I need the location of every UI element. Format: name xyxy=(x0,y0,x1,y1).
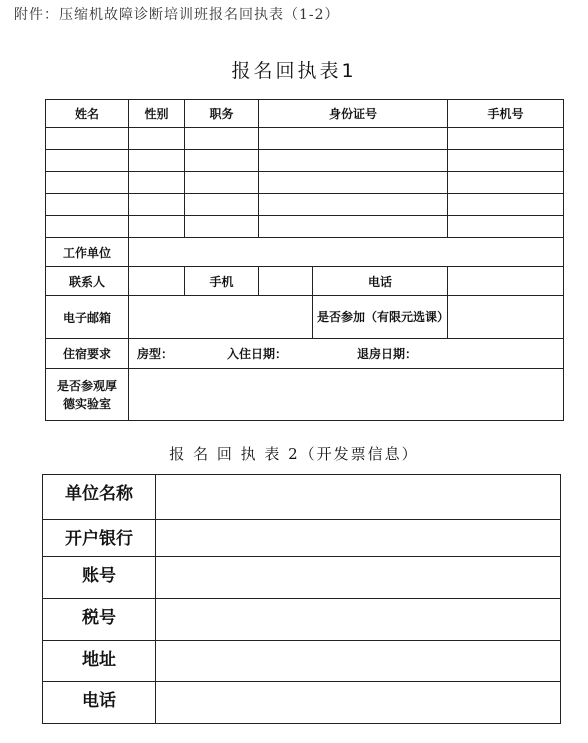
email-label: 电子邮箱 xyxy=(46,296,129,339)
header-gender: 性别 xyxy=(129,100,185,128)
phone-label: 电话 xyxy=(43,682,156,724)
table-row xyxy=(46,216,564,238)
attend-field[interactable] xyxy=(448,296,564,339)
table-row xyxy=(46,194,564,216)
lab-visit-row xyxy=(46,369,564,421)
lab-visit-label: 是否参观厚德实验室 xyxy=(46,369,129,421)
contact-phone-field[interactable] xyxy=(448,267,564,296)
email-field[interactable] xyxy=(129,296,313,339)
mobile-cell[interactable] xyxy=(448,194,564,216)
form1-title: 报名回执表1 xyxy=(231,60,357,82)
mobile-cell[interactable] xyxy=(448,128,564,150)
account-field[interactable] xyxy=(156,557,561,599)
form2-title: 报 名 回 执 表 2（开发票信息） xyxy=(169,445,419,463)
id-number-cell[interactable] xyxy=(259,150,448,172)
id-number-cell[interactable] xyxy=(259,172,448,194)
lodging-row xyxy=(46,339,564,369)
position-cell[interactable] xyxy=(185,150,259,172)
contact-mobile-field[interactable] xyxy=(259,267,313,296)
contact-row xyxy=(46,267,564,296)
mobile-cell[interactable] xyxy=(448,216,564,238)
work-unit-label: 工作单位 xyxy=(46,238,129,267)
address-field[interactable] xyxy=(156,641,561,682)
checkout-date-label: 退房日期： xyxy=(357,347,418,361)
tax-id-label: 税号 xyxy=(43,599,156,641)
invoice-row xyxy=(43,682,561,724)
room-type-label: 房型： xyxy=(137,347,174,361)
phone-field[interactable] xyxy=(156,682,561,724)
header-id-number: 身份证号 xyxy=(259,100,448,128)
gender-cell[interactable] xyxy=(129,150,185,172)
header-name: 姓名 xyxy=(46,100,129,128)
work-unit-row xyxy=(46,238,564,267)
gender-cell[interactable] xyxy=(129,216,185,238)
gender-cell[interactable] xyxy=(129,194,185,216)
gender-cell[interactable] xyxy=(129,172,185,194)
company-name-field[interactable] xyxy=(156,475,561,520)
id-number-cell[interactable] xyxy=(259,128,448,150)
contact-phone-label: 电话 xyxy=(313,267,448,296)
invoice-info-table xyxy=(42,474,561,724)
bank-label: 开户银行 xyxy=(43,520,156,557)
lodging-field[interactable] xyxy=(129,339,564,369)
name-cell[interactable] xyxy=(46,172,129,194)
lodging-label: 住宿要求 xyxy=(46,339,129,369)
contact-person-field[interactable] xyxy=(129,267,185,296)
registration-form-table xyxy=(45,99,564,421)
invoice-row xyxy=(43,599,561,641)
account-label: 账号 xyxy=(43,557,156,599)
invoice-row xyxy=(43,520,561,557)
invoice-row xyxy=(43,557,561,599)
address-label: 地址 xyxy=(43,641,156,682)
name-cell[interactable] xyxy=(46,150,129,172)
work-unit-field[interactable] xyxy=(129,238,564,267)
header-row xyxy=(46,100,564,128)
invoice-row xyxy=(43,475,561,520)
name-cell[interactable] xyxy=(46,216,129,238)
header-mobile: 手机号 xyxy=(448,100,564,128)
attachment-heading: 附件：压缩机故障诊断培训班报名回执表（1-2） xyxy=(14,7,340,23)
header-position: 职务 xyxy=(185,100,259,128)
table-row xyxy=(46,172,564,194)
gender-cell[interactable] xyxy=(129,128,185,150)
tax-id-field[interactable] xyxy=(156,599,561,641)
lab-visit-field[interactable] xyxy=(129,369,564,421)
position-cell[interactable] xyxy=(185,172,259,194)
invoice-row xyxy=(43,641,561,682)
company-name-label: 单位名称 xyxy=(43,475,156,520)
name-cell[interactable] xyxy=(46,128,129,150)
name-cell[interactable] xyxy=(46,194,129,216)
position-cell[interactable] xyxy=(185,128,259,150)
bank-field[interactable] xyxy=(156,520,561,557)
position-cell[interactable] xyxy=(185,216,259,238)
table-row xyxy=(46,150,564,172)
id-number-cell[interactable] xyxy=(259,194,448,216)
mobile-cell[interactable] xyxy=(448,172,564,194)
contact-mobile-label: 手机 xyxy=(185,267,259,296)
checkin-date-label: 入住日期： xyxy=(227,347,288,361)
position-cell[interactable] xyxy=(185,194,259,216)
email-row xyxy=(46,296,564,339)
attend-note-label: 是否参加（有限元选课） xyxy=(313,296,448,339)
table-row xyxy=(46,128,564,150)
contact-person-label: 联系人 xyxy=(46,267,129,296)
mobile-cell[interactable] xyxy=(448,150,564,172)
id-number-cell[interactable] xyxy=(259,216,448,238)
